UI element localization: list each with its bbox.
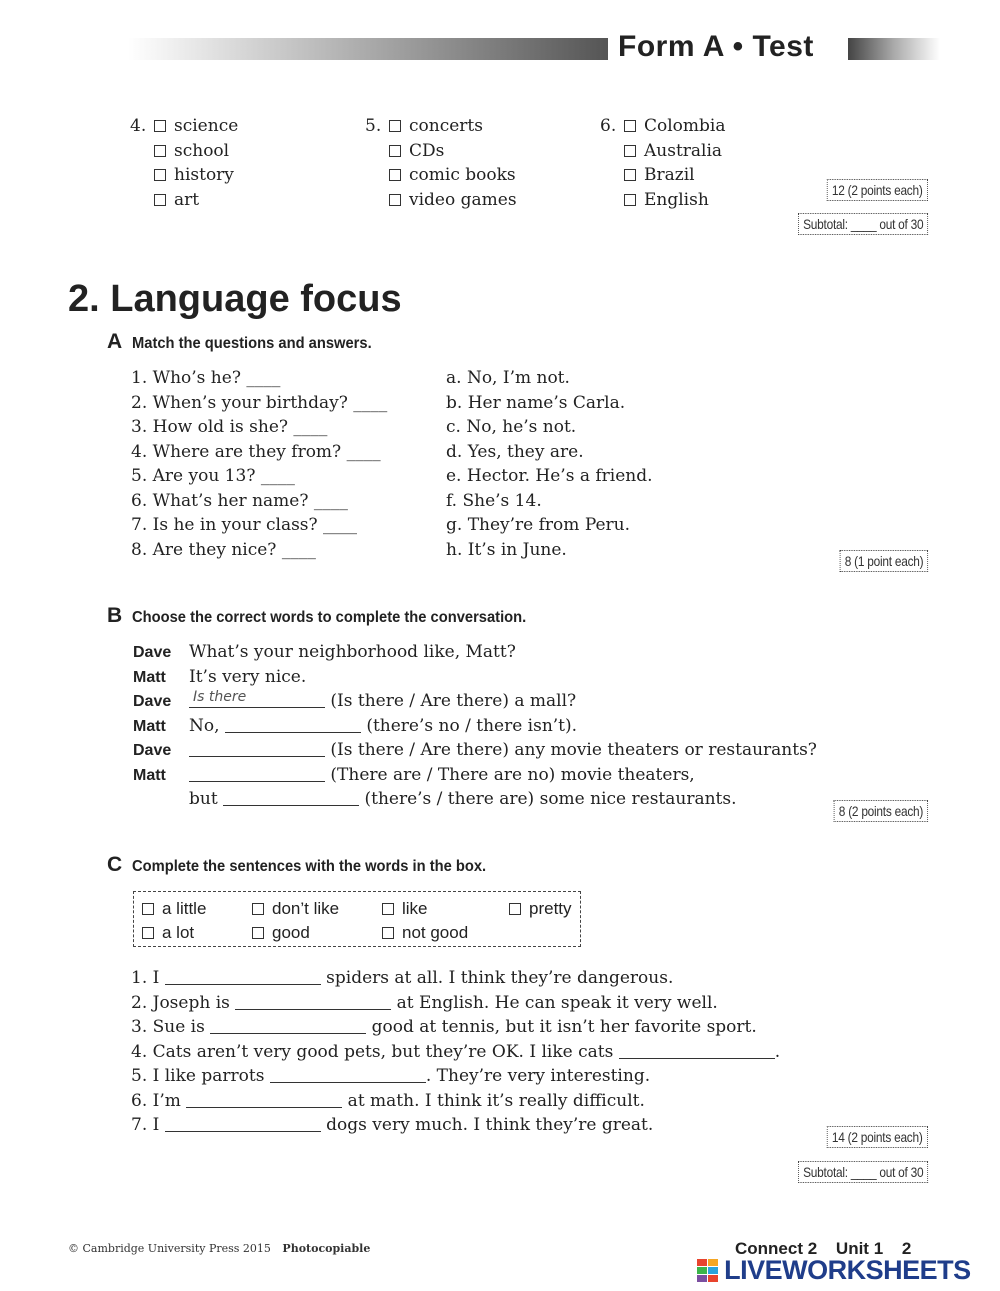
checkbox[interactable] — [389, 120, 401, 132]
line-prefix: No, — [189, 715, 225, 736]
sentence-pre: 6. I’m — [131, 1090, 187, 1111]
answer-blank[interactable] — [165, 1115, 321, 1132]
score-box: 14 (2 points each) — [827, 1126, 928, 1148]
score-box: 8 (1 point each) — [839, 550, 928, 572]
section-title: 2. Language focus — [68, 278, 402, 320]
word-option: don’t like — [272, 899, 340, 918]
checkbox[interactable] — [389, 194, 401, 206]
sentence-post: at English. He can speak it very well. — [391, 992, 718, 1013]
sentence-post: . — [774, 1041, 781, 1062]
checkbox[interactable] — [624, 145, 636, 157]
checkbox[interactable] — [624, 194, 636, 206]
answer-blank[interactable] — [189, 740, 325, 757]
answers-list — [446, 366, 653, 562]
listening-group-6 — [600, 114, 726, 212]
speaker: Matt — [133, 766, 166, 784]
answer-item: f. She’s 14. — [446, 490, 542, 511]
line-text: (Is there / Are there) any movie theaters or restaurants? — [325, 740, 817, 760]
question-item[interactable]: 1. Who’s he? ____ — [131, 368, 281, 388]
answer-blank[interactable] — [619, 1042, 775, 1059]
option-label: science — [174, 116, 239, 136]
checkbox[interactable] — [252, 903, 264, 915]
checkbox[interactable] — [624, 169, 636, 181]
answer-item: b. Her name’s Carla. — [446, 392, 626, 413]
answer-blank[interactable] — [186, 1091, 342, 1108]
section-a-instruction: Match the questions and answers. — [132, 335, 372, 352]
answer-blank[interactable] — [189, 691, 325, 708]
subtotal-box: Subtotal: ____ out of 30 — [798, 213, 928, 235]
question-item[interactable]: 4. Where are they from? ____ — [131, 441, 381, 462]
sentence-pre: 2. Joseph is — [131, 992, 236, 1013]
checkbox[interactable] — [154, 194, 166, 206]
word-option: a lot — [162, 923, 195, 942]
example-answer: Is there — [193, 689, 247, 705]
option-label: Australia — [644, 140, 723, 161]
score-box: 8 (2 points each) — [833, 800, 928, 822]
speaker: Matt — [133, 717, 166, 735]
score-box: 12 (2 points each) — [827, 179, 928, 201]
answer-blank[interactable] — [189, 765, 325, 782]
book-title: Connect 2 — [735, 1239, 818, 1258]
sentences-list — [131, 966, 780, 1138]
checkbox[interactable] — [154, 145, 166, 157]
answer-blank[interactable] — [270, 1066, 426, 1083]
page-number: 2 — [901, 1239, 912, 1258]
question-item[interactable]: 3. How old is she? ____ — [131, 417, 328, 437]
checkbox[interactable] — [389, 169, 401, 181]
line-text: (Is there / Are there) a mall? — [325, 691, 577, 711]
question-item[interactable]: 8. Are they nice? ____ — [131, 539, 316, 560]
question-item[interactable]: 5. Are you 13? ____ — [131, 466, 295, 486]
checkbox[interactable] — [509, 903, 521, 915]
unit-label: Unit 1 — [835, 1239, 884, 1258]
checkbox[interactable] — [624, 120, 636, 132]
photocopiable: Photocopiable — [282, 1242, 371, 1255]
speaker: Dave — [133, 693, 172, 710]
word-option: good — [272, 923, 310, 942]
word-option: not good — [402, 923, 469, 942]
line-text: (there’s no / there isn’t). — [360, 715, 578, 736]
word-option: a little — [162, 899, 207, 918]
sentence-pre: 7. I — [131, 1115, 165, 1135]
sentence-pre: 4. Cats aren’t very good pets, but they’re OK. I like cats — [131, 1041, 619, 1062]
sentence-post: good at tennis, but it isn’t her favorite sport. — [366, 1017, 757, 1037]
sentence-post: spiders at all. I think they’re dangerous. — [320, 968, 674, 988]
option-label: video games — [409, 189, 517, 210]
line-text: (there’s / there are) some nice restaurants. — [359, 789, 737, 809]
sentence-pre: 5. I like parrots — [131, 1066, 270, 1086]
speaker: Matt — [133, 668, 166, 686]
option-label: Colombia — [644, 116, 726, 136]
sentence-pre: 1. I — [131, 968, 165, 988]
option-label: concerts — [409, 116, 483, 136]
option-label: history — [174, 165, 234, 185]
answer-item: h. It’s in June. — [446, 539, 567, 560]
section-letter-a: A — [107, 330, 123, 353]
answer-item: e. Hector. He’s a friend. — [446, 466, 653, 486]
checkbox[interactable] — [382, 903, 394, 915]
questions-list — [131, 366, 387, 562]
checkbox[interactable] — [142, 903, 154, 915]
option-label: art — [174, 189, 200, 210]
section-letter-c: C — [107, 853, 123, 876]
section-c-instruction: Complete the sentences with the words in the box. — [132, 858, 487, 875]
option-label: CDs — [409, 140, 445, 161]
header-bar — [128, 38, 608, 60]
line-text: It’s very nice. — [189, 666, 307, 687]
line-prefix: but — [189, 789, 224, 809]
conversation — [133, 640, 817, 812]
option-label: English — [644, 189, 709, 210]
speaker: Dave — [133, 644, 172, 661]
section-letter-b: B — [107, 604, 123, 627]
watermark-text: LIVEWORKSHEETS — [724, 1255, 971, 1285]
subtotal-box: Subtotal: ____ out of 30 — [798, 1161, 928, 1183]
checkbox[interactable] — [154, 120, 166, 132]
speaker: Dave — [133, 742, 172, 759]
footer-left — [68, 1242, 370, 1255]
question-item[interactable]: 6. What’s her name? ____ — [131, 490, 348, 511]
checkbox[interactable] — [382, 927, 394, 939]
listening-group-5 — [365, 114, 517, 212]
answer-blank[interactable] — [225, 716, 361, 733]
copyright: © Cambridge University Press 2015 — [68, 1242, 271, 1255]
page-header-title: Form A • Test — [618, 30, 814, 63]
checkbox[interactable] — [142, 927, 154, 939]
sentence-post: dogs very much. I think they’re great. — [320, 1115, 654, 1135]
watermark-logo-icon — [697, 1259, 719, 1287]
question-item[interactable]: 2. When’s your birthday? ____ — [131, 392, 388, 413]
word-option: like — [402, 899, 428, 918]
answer-item: d. Yes, they are. — [446, 441, 584, 462]
group-number: 5. — [365, 116, 382, 136]
group-number: 6. — [600, 116, 617, 136]
option-label: school — [174, 140, 230, 161]
sentence-pre: 3. Sue is — [131, 1017, 211, 1037]
answer-blank[interactable] — [165, 968, 321, 985]
sentence-post: . They’re very interesting. — [425, 1066, 651, 1086]
section-b-instruction: Choose the correct words to complete the conversation. — [132, 609, 527, 626]
checkbox[interactable] — [389, 145, 401, 157]
watermark — [697, 1256, 971, 1284]
listening-group-4 — [130, 114, 238, 212]
checkbox[interactable] — [252, 927, 264, 939]
option-label: Brazil — [644, 165, 695, 185]
answer-item: g. They’re from Peru. — [446, 515, 631, 535]
group-number: 4. — [130, 116, 147, 136]
header-bar-right — [848, 38, 940, 60]
word-option: pretty — [529, 899, 572, 918]
answer-blank[interactable] — [223, 789, 359, 806]
line-text: What’s your neighborhood like, Matt? — [189, 642, 516, 662]
checkbox[interactable] — [154, 169, 166, 181]
answer-item: a. No, I’m not. — [446, 368, 570, 388]
answer-blank[interactable] — [235, 993, 391, 1010]
option-label: comic books — [409, 165, 516, 185]
answer-item: c. No, he’s not. — [446, 417, 577, 437]
sentence-post: at math. I think it’s really difficult. — [342, 1090, 645, 1111]
answer-blank[interactable] — [210, 1017, 366, 1034]
line-text: (There are / There are no) movie theaters, — [325, 764, 695, 785]
word-box — [133, 891, 581, 947]
question-item[interactable]: 7. Is he in your class? ____ — [131, 515, 358, 535]
